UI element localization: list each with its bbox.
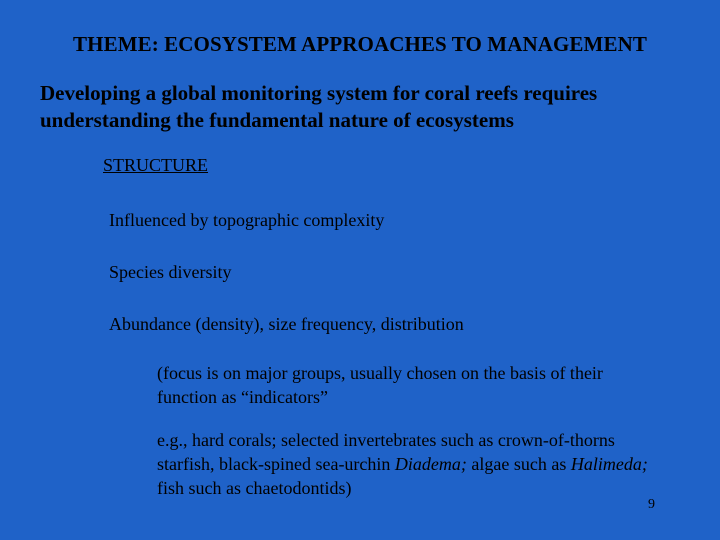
note-examples-text-c: algae such as (466, 454, 571, 474)
slide-subtitle (40, 80, 700, 134)
note-examples-line-2 (157, 452, 717, 476)
note-examples-halimeda: Halimeda; (570, 454, 648, 474)
subtitle-line-1: Developing a global monitoring system for coral reefs requires (40, 81, 598, 105)
note-examples-line-3: fish such as chaetodontids) (157, 478, 352, 498)
bullet-item-topographic: Influenced by topographic complexity (109, 210, 385, 230)
bullet-item-species-diversity: Species diversity (109, 262, 232, 282)
page-number: 9 (648, 497, 655, 512)
subtitle-line-2: understanding the fundamental nature of ecosystems (40, 108, 514, 132)
note-focus-line-2: function as “indicators” (157, 387, 328, 407)
note-focus (157, 361, 717, 409)
note-examples-line-1: e.g., hard corals; selected invertebrates such as crown-of-thorns (157, 430, 615, 450)
note-focus-line-1: (focus is on major groups, usually chosen on the basis of their (157, 363, 603, 383)
slide-title: THEME: ECOSYSTEM APPROACHES TO MANAGEMENT (73, 32, 647, 56)
bullet-item-abundance: Abundance (density), size frequency, distribution (109, 314, 464, 334)
note-examples-text-a: starfish, black-spined sea-urchin (157, 454, 395, 474)
section-heading-structure: STRUCTURE (103, 155, 209, 175)
note-examples-diadema: Diadema; (394, 454, 467, 474)
note-examples (157, 428, 717, 500)
